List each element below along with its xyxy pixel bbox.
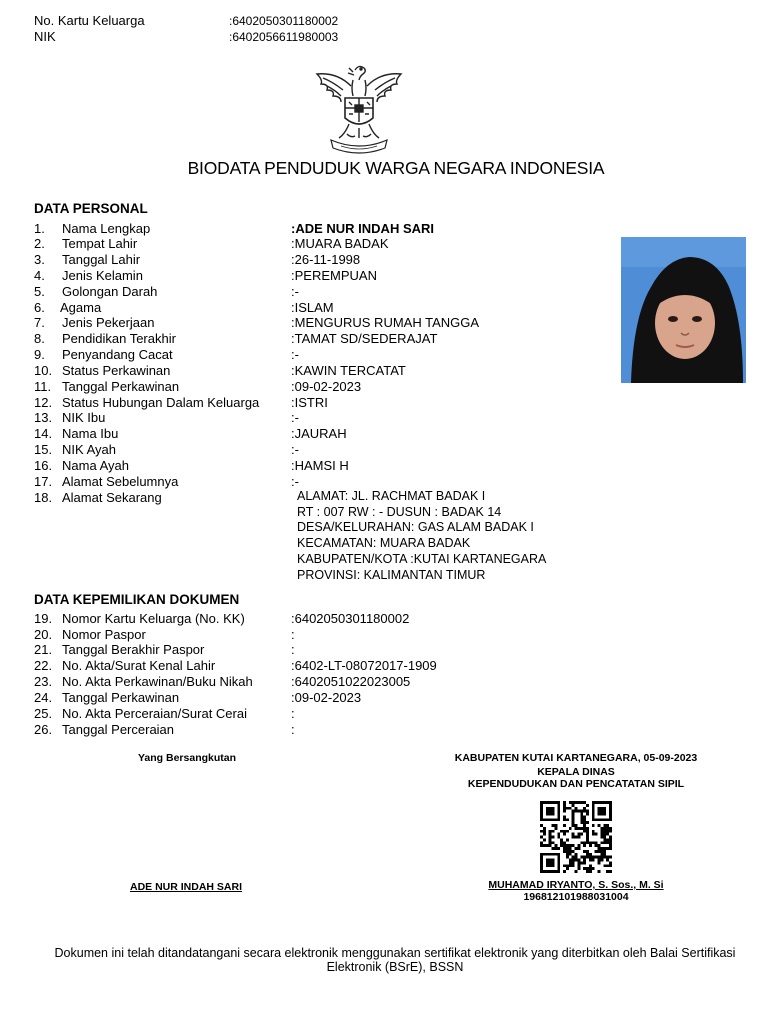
personal-row-number: 7. [34, 315, 45, 330]
qr-code-icon [538, 801, 614, 873]
signatory-left-title: Yang Bersangkutan [138, 752, 237, 764]
personal-row-value: :ADE NUR INDAH SARI [291, 221, 434, 236]
nik-value: :6402056611980003 [229, 30, 339, 44]
document-row-number: 19. [34, 611, 53, 626]
personal-row-label: Tempat Lahir [62, 236, 138, 251]
address-line: KECAMATAN: MUARA BADAK [297, 536, 471, 551]
document-row [34, 674, 594, 690]
personal-row-value: :09-02-2023 [291, 379, 362, 394]
personal-row-label: Status Hubungan Dalam Keluarga [62, 395, 260, 410]
personal-row-label: Tanggal Lahir [62, 252, 141, 267]
place-date: KABUPATEN KUTAI KARTANEGARA, 05-09-2023 [454, 752, 698, 764]
document-row-label: No. Akta/Surat Kenal Lahir [62, 658, 216, 673]
personal-row [34, 474, 594, 490]
personal-row-label: Tanggal Perkawinan [62, 379, 180, 394]
personal-row-number: 12. [34, 395, 53, 410]
document-row-value: :6402050301180002 [291, 611, 410, 626]
personal-row-label: Nama Ibu [62, 426, 119, 441]
address-line: ALAMAT: JL. RACHMAT BADAK I [297, 489, 486, 503]
document-row-value: : [291, 706, 295, 721]
document-row-label: Tanggal Berakhir Paspor [62, 642, 205, 657]
personal-row-number: 5. [34, 284, 45, 299]
personal-row-number: 2. [34, 236, 45, 251]
personal-row-label: Agama [60, 300, 102, 315]
personal-row-label: Golongan Darah [62, 284, 158, 299]
address-line: DESA/KELURAHAN: GAS ALAM BADAK I [297, 520, 534, 535]
personal-row [34, 363, 594, 379]
personal-row-label: Penyandang Cacat [62, 347, 173, 362]
document-row-label: No. Akta Perceraian/Surat Cerai [62, 706, 247, 721]
personal-row-value: :MENGURUS RUMAH TANGGA [291, 315, 480, 330]
personal-row [34, 410, 594, 426]
personal-row-value: :26-11-1998 [291, 252, 361, 267]
document-row-value: :6402-LT-08072017-1909 [291, 658, 437, 673]
personal-row-number: 16. [34, 458, 53, 473]
personal-row-value: :KAWIN TERCATAT [291, 363, 406, 378]
personal-row [34, 268, 594, 284]
personal-row-value: :ISTRI [291, 395, 328, 410]
kk-label: No. Kartu Keluarga [34, 13, 145, 28]
personal-row-value: :MUARA BADAK [291, 236, 389, 251]
official-name: MUHAMAD IRYANTO, S. Sos., M. Si [488, 879, 664, 891]
personal-row-value: :- [291, 442, 299, 457]
personal-row [34, 395, 594, 411]
personal-row-label: Nama Ayah [62, 458, 129, 473]
document-row-value: :09-02-2023 [291, 690, 362, 705]
document-row-number: 24. [34, 690, 53, 705]
document-row-label: Nomor Paspor [62, 627, 146, 642]
personal-row-value: :HAMSI H [291, 458, 349, 473]
address-block [297, 489, 546, 583]
personal-row-value: :JAURAH [291, 426, 347, 441]
address-line: KABUPATEN/KOTA :KUTAI KARTANEGARA [297, 551, 547, 566]
document-title: BIODATA PENDUDUK WARGA NEGARA INDONESIA [187, 158, 605, 178]
official-nip: 196812101988031004 [523, 891, 629, 903]
personal-row-label: Status Perkawinan [62, 363, 171, 378]
personal-row [34, 347, 594, 363]
personal-row [34, 442, 594, 458]
document-row [34, 627, 594, 643]
personal-row [34, 426, 594, 442]
personal-row-number: 11. [34, 379, 52, 394]
document-row-value: : [291, 642, 295, 657]
office-title-2: KEPENDUDUKAN DAN PENCATATAN SIPIL [467, 778, 685, 790]
personal-row-value: :- [291, 284, 299, 299]
personal-row-label: Nama Lengkap [62, 221, 151, 236]
personal-row-number: 18. [34, 490, 53, 505]
document-row-number: 23. [34, 674, 53, 689]
personal-row-value: :- [291, 410, 299, 425]
personal-row [34, 221, 594, 237]
document-row [34, 690, 594, 706]
personal-row [34, 331, 594, 347]
personal-row-number: 8. [34, 331, 45, 346]
document-row [34, 642, 594, 658]
document-row-number: 26. [34, 722, 53, 737]
personal-row-number: 1. [34, 221, 45, 236]
garuda-emblem-icon [309, 62, 409, 154]
personal-row [34, 315, 594, 331]
document-row [34, 611, 594, 627]
address-line: PROVINSI: KALIMANTAN TIMUR [297, 567, 486, 582]
document-row [34, 706, 594, 722]
personal-row-value: :TAMAT SD/SEDERAJAT [291, 331, 438, 346]
document-row-value: : [291, 627, 295, 642]
electronic-signature-note: Dokumen ini telah ditandatangani secara elektronik menggunakan sertifikat elektronik yang diterbitkan oleh Balai Sertifikasi Elektronik (BSrE), BSSN [54, 946, 736, 974]
nik-label: NIK [34, 29, 56, 44]
personal-row-number: 6. [34, 300, 45, 315]
personal-row [34, 284, 594, 300]
personal-row-label: NIK Ibu [62, 410, 106, 425]
personal-row-value: :PEREMPUAN [291, 268, 377, 283]
personal-row-number: 3. [34, 252, 45, 267]
personal-row-number: 17. [34, 474, 53, 489]
document-row-number: 20. [34, 627, 53, 642]
personal-row-label: Alamat Sebelumnya [62, 474, 179, 489]
document-row-number: 22. [34, 658, 53, 673]
document-row-value: : [291, 722, 295, 737]
personal-row-number: 4. [34, 268, 45, 283]
personal-row-number: 13. [34, 410, 53, 425]
document-row [34, 722, 594, 738]
office-title-1: KEPALA DINAS [537, 766, 615, 778]
personal-row-value: :- [291, 474, 299, 489]
document-row-label: No. Akta Perkawinan/Buku Nikah [62, 674, 253, 689]
personal-row [34, 236, 594, 252]
personal-row [34, 458, 594, 474]
address-line: RT : 007 RW : - DUSUN : BADAK 14 [297, 504, 502, 519]
kk-value: :6402050301180002 [229, 14, 339, 28]
document-row-number: 25. [34, 706, 53, 721]
documents-section-heading: DATA KEPEMILIKAN DOKUMEN [34, 592, 240, 607]
personal-row-number: 15. [34, 442, 53, 457]
document-row-label: Tanggal Perceraian [62, 722, 175, 737]
personal-row-value: :- [291, 347, 299, 362]
personal-row-label: Jenis Pekerjaan [62, 315, 155, 330]
personal-row-label: Jenis Kelamin [62, 268, 143, 283]
document-row [34, 658, 594, 674]
document-row-label: Tanggal Perkawinan [62, 690, 180, 705]
personal-row [34, 379, 594, 395]
personal-row-label: Alamat Sekarang [62, 490, 162, 505]
document-row-value: :6402051022023005 [291, 674, 411, 689]
personal-row [34, 300, 594, 316]
personal-row-value: :ISLAM [291, 300, 334, 315]
personal-row-number: 9. [34, 347, 45, 362]
personal-row-label: NIK Ayah [62, 442, 116, 457]
signatory-left-name: ADE NUR INDAH SARI [130, 881, 243, 893]
personal-row-label: Pendidikan Terakhir [62, 331, 176, 346]
personal-section-heading: DATA PERSONAL [34, 201, 148, 216]
personal-row-number: 10. [34, 363, 53, 378]
document-row-label: Nomor Kartu Keluarga (No. KK) [62, 611, 245, 626]
personal-row [34, 252, 594, 268]
document-row-number: 21. [34, 642, 53, 657]
personal-row-number: 14. [34, 426, 53, 441]
portrait-photo [621, 237, 746, 383]
